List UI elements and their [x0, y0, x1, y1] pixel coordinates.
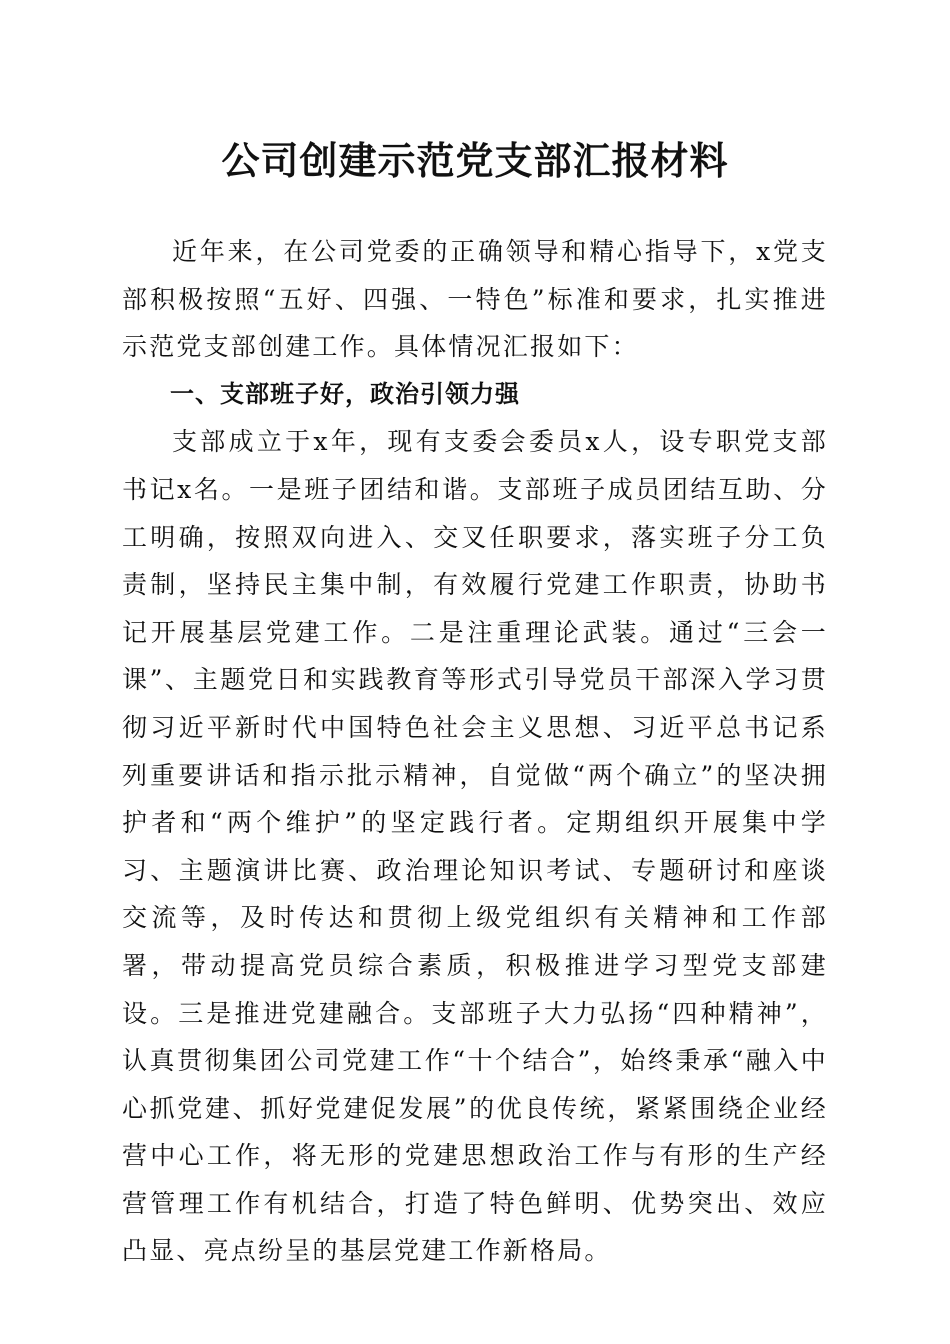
- section-paragraph: 支部成立于x年，现有支委会委员x人，设专职党支部书记x名。一是班子团结和谐。支部班子成员团结互助、分工明确，按照双向进入、交叉任职要求，落实班子分工负责制，坚持民主集中制，有效履行党建工作职责，协助书记开展基层党建工作。二是注重理论武装。通过“三会一课”、主题党日和实践教育等形式引导党员干部深入学习贯彻习近平新时代中国特色社会主义思想、习近平总书记系列重要讲话和指示批示精神，自觉做“两个确立”的坚决拥护者和“两个维护”的坚定践行者。定期组织开展集中学习、主题演讲比赛、政治理论知识考试、专题研讨和座谈交流等，及时传达和贯彻上级党组织有关精神和工作部署，带动提高党员综合素质，积极推进学习型党支部建设。三是推进党建融合。支部班子大力弘扬“四种精神”，认真贯彻集团公司党建工作“十个结合”，始终秉承“融入中心抓党建、抓好党建促发展”的优良传统，紧紧围绕企业经营中心工作，将无形的党建思想政治工作与有形的生产经营管理工作有机结合，打造了特色鲜明、优势突出、效应凸显、亮点纷呈的基层党建工作新格局。: [122, 427, 828, 1266]
- document-title: 公司创建示范党支部汇报材料: [221, 138, 729, 183]
- intro-paragraph: 近年来，在公司党委的正确领导和精心指导下，x党支部积极按照“五好、四强、一特色”标准和要求，扎实推进示范党支部创建工作。具体情况汇报如下：: [122, 237, 828, 362]
- section-heading: 一、支部班子好，政治引领力强: [170, 379, 520, 408]
- document-body: [122, 228, 828, 1275]
